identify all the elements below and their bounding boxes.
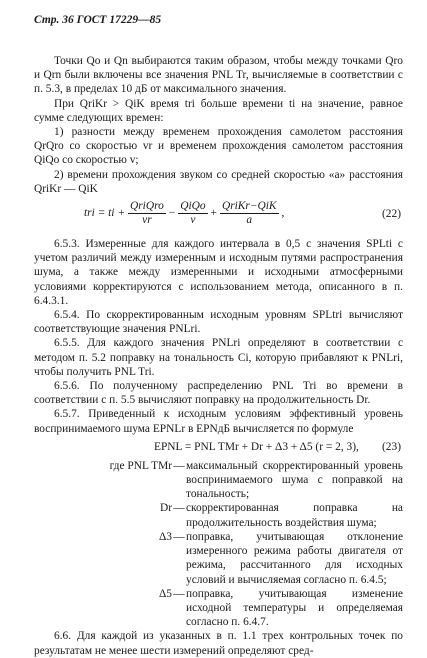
fraction-3-numerator: QriKr−QiK: [221, 200, 277, 213]
paragraph-time-condition: При QriKr > QiK время tri больше времени ti на значение, равное сумме следующих времен:: [34, 97, 403, 124]
definition-dash: —: [173, 502, 185, 515]
paragraph-item-1: 1) разности между временем прохождения самолетом расстояния QrQro со скоростью vr и временем прохождения самолетом расстояния QiQo со скоростью v;: [34, 126, 403, 167]
definition-term: Δ5: [158, 587, 172, 600]
paragraph-6-6: 6.6. Для каждой из указанных в п. 1.1 трех контрольных точек по результатам не менее шести измерений определяют сред-: [34, 630, 403, 657]
definition-dash: —: [173, 587, 185, 600]
paragraph-6-5-3: 6.5.3. Измеренные для каждого интервала в 0,5 с значения SPLti с учетом различий между измеренным и исходным путями распространения шума, а также между измеренными и исходными атмосферными условиями корректируются с использованием метода, описанного в п. 6.4.3.1.: [34, 238, 403, 307]
definitions-list: [34, 459, 403, 629]
page-header: Стр. 36 ГОСТ 17229—85: [34, 14, 162, 26]
equation-22-expression: [84, 200, 284, 227]
definition-term: Δ3: [158, 530, 172, 543]
fraction-2-denominator: v: [190, 214, 196, 227]
equation-23-number: (23): [382, 440, 401, 453]
fraction-1-numerator: QriQro: [130, 200, 164, 213]
paragraph-points: Точки Qo и Qn выбираются таким образом, чтобы между точками Qro и Qrn были включены все значения PNL Tr, вычисляемые в соответствии с п. 5.3, в пределах 10 дБ от максимального значения.: [34, 55, 403, 96]
paragraph-6-5-7: 6.5.7. Приведенный к исходным условиям эффективный уровень воспринимаемого шума EPNLr в EPNдБ вычисляется по формуле: [34, 408, 403, 435]
fraction-3-denominator: a: [246, 214, 253, 227]
definition-text: поправка, учитывающая отклонение измеренного режима работы двигателя от режима, рассчитанного для исходных условий и вычисляемая согласно п. 6.4.5;: [186, 530, 403, 586]
paragraph-6-5-5: 6.5.5. Для каждого значения PNLri определяют в соответствии с методом п. 5.2 поправку на тональность Ci, которую прибавляют к PNLri, чтобы получить PNL Tri.: [34, 337, 403, 378]
equation-22-number: (22): [382, 208, 401, 221]
equation-23-expression: EPNL = PNL TMr + Dr + Δ3 + Δ5 (r = 2, 3),: [154, 440, 359, 453]
paragraph-6-5-6: 6.5.6. По полученному распределению PNL Tri во времени в соответствии с п. 5.5 вычисляют поправку на продолжительность Dr.: [34, 380, 403, 407]
fraction-1: [128, 200, 166, 227]
fraction-1-denominator: vr: [142, 214, 152, 227]
definition-item: [34, 530, 403, 587]
definition-term: где PNL TMr: [109, 459, 172, 472]
definition-text: скорректированная поправка на продолжительность воздействия шума;: [186, 502, 403, 529]
minus-sign: −: [168, 207, 176, 220]
equation-23: [34, 440, 403, 457]
fraction-2-numerator: QiQo: [180, 200, 206, 213]
definition-item: [34, 587, 403, 630]
paragraph-6-5-4: 6.5.4. По скорректированным исходным уровням SPLtri вычисляют соответствующие значения PNLri.: [34, 309, 403, 336]
definition-text: максимальный скорректированный уровень воспринимаемого шума с поправкой на тональность;: [186, 459, 403, 501]
fraction-2: [178, 200, 207, 227]
definition-item: [34, 501, 403, 529]
equation-22: [34, 198, 403, 234]
definition-dash: —: [173, 459, 185, 472]
definition-item: [34, 459, 403, 502]
equation-22-dot: ,: [281, 207, 285, 220]
definition-dash: —: [173, 530, 185, 543]
fraction-3: [220, 200, 279, 227]
paragraph-item-2: 2) времени прохождения звуком со средней скоростью «а» расстояния QriKr — QiK: [34, 168, 403, 195]
equation-22-lhs: tri = ti +: [84, 207, 126, 220]
page-content: [34, 54, 403, 658]
definition-term: Dr: [159, 502, 172, 515]
definition-text: поправка, учитывающая изменение исходной температуры и определяемая согласно п. 6.4.7.: [186, 587, 403, 629]
plus-sign: +: [210, 207, 217, 220]
